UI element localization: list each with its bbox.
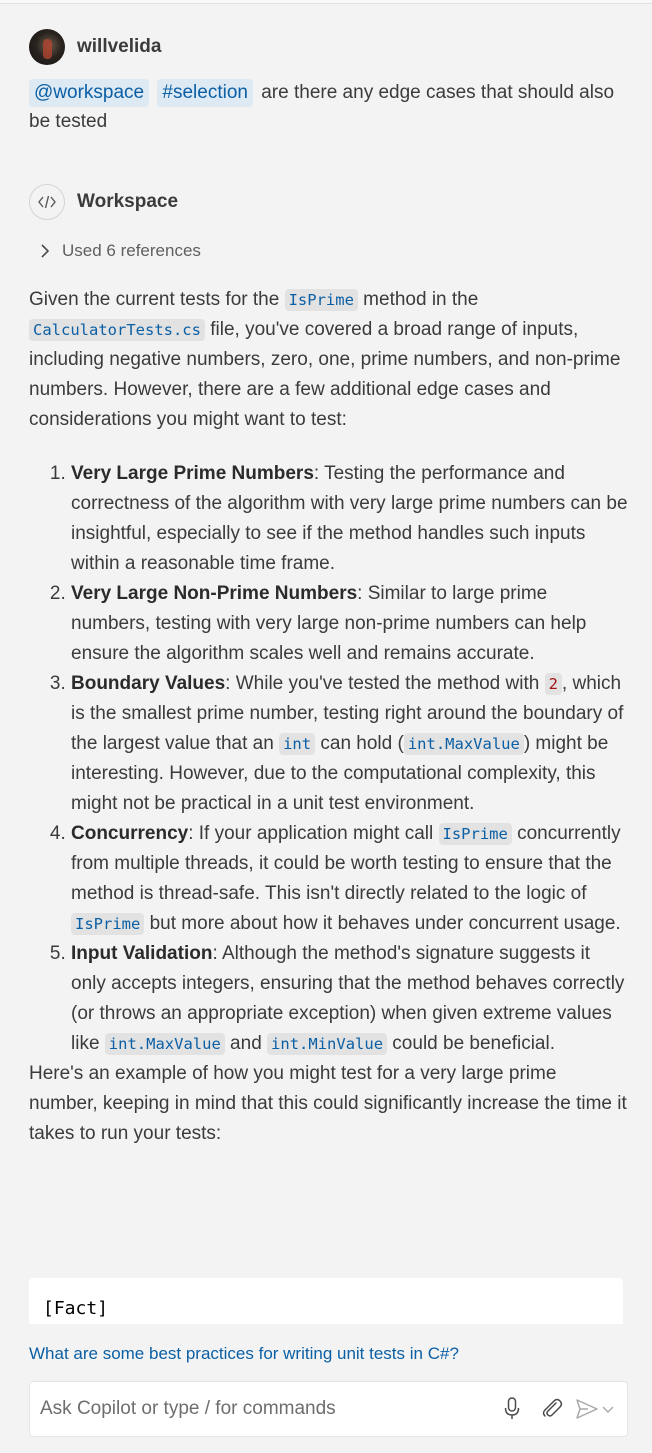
item-text: can hold ( [315,733,404,754]
intro-text: file, you've covered a broad range of inputs, including negative numbers, zero, one, prime numbers, and non-prime numbers. However, there are a few additional edge cases and considerations you might want to test: [29,319,621,430]
item-title: Very Large Prime Numbers [71,463,314,484]
item-text: and [224,1033,268,1054]
item-text: concurrently from multiple threads, it could be worth testing to ensure that the method is thread-safe. This isn't directly related to the logic of [71,823,621,904]
chat-panel[interactable] [0,4,652,1324]
item-text: : Testing the performance and correctness of the algorithm with very large prime numbers can be insightful, especially to see if the method handles such inputs within a reasonable time frame. [71,463,628,574]
code-file[interactable]: CalculatorTests.cs [29,319,205,341]
send-button[interactable] [575,1398,615,1420]
inline-code: IsPrime [439,823,512,845]
code-isprime: IsPrime [285,289,358,311]
list-item [71,939,629,1059]
answer-outro: Here's an example of how you might test for a very large prime number, keeping in mind that this could significantly increase the time it takes to run your tests: [29,1063,627,1144]
intro-text: method in the [357,289,479,310]
inline-code: IsPrime [71,913,144,935]
followup-suggestion[interactable]: What are some best practices for writing unit tests in C#? [29,1344,459,1363]
item-text: : Although the method's signature suggests it only accepts integers, ensuring that the method behaves correctly (or throws an appropriate exception) when given extreme values like [71,943,625,1054]
code-block[interactable] [29,1278,623,1324]
item-text: : If your application might call [188,823,439,844]
code-line: [Fact] [43,1298,109,1319]
item-text: : While you've tested the method with [225,673,545,694]
chat-input-box[interactable] [29,1381,628,1437]
chevron-down-icon[interactable] [601,1404,615,1414]
list-item [71,579,629,669]
username: willvelida [77,36,162,57]
chat-input[interactable] [40,1389,497,1429]
inline-code: int [279,733,315,755]
agent-header [29,184,178,220]
assistant-answer [29,285,629,1149]
code-icon [29,184,65,220]
send-icon [575,1398,599,1420]
inline-code: int.MinValue [267,1033,387,1055]
inline-code: int.MaxValue [404,733,524,755]
item-text: , which is the smallest prime number, testing right around the boundary of the largest value that an [71,673,624,754]
edge-case-list [29,459,629,1059]
inline-code: 2 [545,673,562,695]
user-prompt [29,78,619,136]
item-text: could be beneficial. [387,1033,555,1054]
chevron-right-icon [40,243,50,259]
references-label: Used 6 references [62,241,201,260]
microphone-icon[interactable] [497,1394,527,1424]
item-text: but more about how it behaves under concurrent usage. [144,913,621,934]
intro-text: Given the current tests for the [29,289,285,310]
item-title: Concurrency [71,823,189,844]
list-item [71,459,629,579]
user-header [29,29,161,65]
list-item [71,669,629,819]
item-title: Very Large Non-Prime Numbers [71,583,358,604]
item-title: Input Validation [71,943,213,964]
agent-name: Workspace [77,191,179,212]
answer-intro [29,285,629,435]
item-text: ) might be interesting. However, due to the computational complexity, this might not be practical in a unit test environment. [71,733,609,814]
references-toggle[interactable] [40,238,201,264]
list-item [71,819,629,939]
attach-icon[interactable] [537,1394,567,1424]
avatar [29,29,65,65]
inline-code: int.MaxValue [105,1033,225,1055]
item-title: Boundary Values [71,673,226,694]
workspace-mention[interactable]: @workspace [29,79,149,107]
item-text: : Similar to large prime numbers, testing with very large non-prime numbers can help ensure the algorithm scales well and remains accurate. [71,583,587,664]
selection-mention[interactable]: #selection [157,79,253,107]
prompt-text: are there any edge cases that should also be tested [29,82,615,132]
